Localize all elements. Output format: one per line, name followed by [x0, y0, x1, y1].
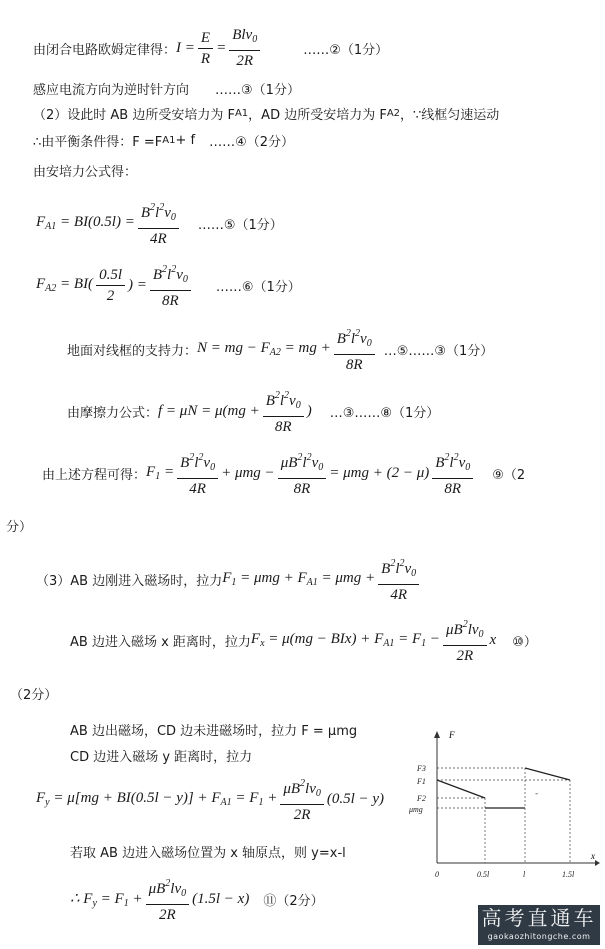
segment-3	[525, 768, 570, 780]
eq-ohm: I =	[176, 39, 195, 56]
x-tick-0: 0	[435, 870, 439, 879]
ampere-text: 由安培力公式得：	[33, 164, 138, 180]
y-tick-f3: F3	[417, 764, 426, 773]
part2-text-c: ，∵线框匀速运动	[400, 107, 500, 123]
frac-final: $\frac{\mu B^2lv_0}{2R}$	[146, 875, 190, 924]
sub-a1: A1	[234, 107, 249, 119]
x-tick-15l: 1.5l	[562, 870, 575, 879]
tag-9: ⑨（2	[492, 467, 526, 483]
force-displacement-graph	[405, 728, 600, 898]
y-axis-arrow	[434, 731, 440, 738]
frac-friction: $\frac{B^2l^2v_0}{8R}$	[263, 387, 304, 436]
tag-4: ……④（2分）	[209, 134, 295, 150]
y-tick-umg: μmg	[409, 805, 423, 814]
line-ohm-law: 由闭合电路欧姆定律得： I = $\frac{E}{R}$ = $\frac{Blv_0}{2R}$ ……②（1分）	[33, 27, 389, 69]
tag-8: …③……⑧（1分）	[329, 405, 440, 421]
line-ab-x-cont	[10, 683, 57, 703]
eq-final: ∴ $F_y = F_1$ +	[70, 891, 143, 909]
segment-1	[437, 780, 485, 798]
balance-text: ∴由平衡条件得：F =F	[33, 134, 163, 150]
line-ab-exit	[70, 718, 357, 740]
line-fy: $F_y = \mu[mg + BI(0.5l - y)] + F_{A1} = F_1$ + $\frac{\mu B^2lv_0}{2R}$ (0.5l − y)	[36, 776, 384, 822]
line-fa2: $F_{A2} = BI$( $\frac{0.5l}{2}$ ) = $\frac{B^2l^2v_0}{8R}$ ……⑥（1分）	[36, 262, 301, 308]
y-tick-f1: F1	[417, 777, 426, 786]
combined-text: 由上述方程可得：	[42, 467, 147, 483]
watermark-url: gaokaozhitongche.com	[487, 932, 591, 941]
eq-support: N = mg − $F_{A2}$ = mg +	[197, 340, 331, 358]
line-final: ∴ $F_y = F_1$ + $\frac{\mu B^2lv_0}{2R}$ (1.5l − x) ⑪（2分）	[70, 876, 324, 922]
frac-fy: $\frac{\mu B^2lv_0}{2R}$	[280, 775, 324, 824]
eq-ab-x: $F_x = \mu(mg - BIx) + F_{A1} = F_1$ −	[250, 631, 441, 649]
line-cd-y	[70, 744, 252, 766]
line-ab-x: AB 边进入磁场 x 距离时，拉力 $F_x = \mu(mg - BIx) + F_{A1} = F_1$ − $\frac{\mu B^2lv_0}{2R}$ x ⑩）	[70, 617, 537, 663]
tag-3: ……③（1分）	[215, 82, 300, 98]
frac-fa2: $\frac{B^2l^2v_0}{8R}$	[150, 261, 191, 310]
line-part2-setup	[33, 103, 499, 123]
line-combined-cont	[6, 515, 32, 535]
balance-end: + f	[175, 132, 196, 148]
tag-8a: …⑤……③（1分）	[383, 343, 494, 359]
sub-a2: A2	[386, 107, 401, 119]
frac-c2: $\frac{\mu B^2l^2v_0}{8R}$	[278, 449, 327, 498]
sub-a1-b: A1	[162, 134, 176, 146]
eq-combined: $F_1$ =	[146, 464, 175, 482]
tag-11: ⑪（2分）	[263, 893, 324, 909]
ohm-law-text: 由闭合电路欧姆定律得：	[33, 42, 177, 58]
eq-fy: $F_y = \mu[mg + BI(0.5l - y)] + F_{A1} = F_1$ +	[36, 790, 278, 808]
ab-exit-text: AB 边出磁场，CD 边未进磁场时，拉力 F = μmg	[70, 723, 358, 739]
line-support-force	[67, 326, 493, 372]
frac-05l-2: $\frac{0.5l}{2}$	[96, 266, 125, 305]
frac-c3: $\frac{B^2l^2v_0}{8R}$	[432, 449, 473, 498]
line-friction: 由摩擦力公式： f = μN = μ(mg + $\frac{B^2l^2v_0}{8R}$ ) …③……⑧（1分）	[67, 388, 439, 434]
eq-part3: $F_1 = \mu mg + F_{A1} = \mu mg$ +	[222, 570, 376, 588]
line-fa1	[36, 200, 283, 246]
line-origin	[70, 840, 346, 862]
eq-fa2: $F_{A2} = BI$(	[36, 276, 94, 294]
y-axis-label: F	[449, 730, 455, 740]
frac-fa1: $\frac{B^2l^2v_0}{4R}$	[138, 199, 179, 248]
tag-5: ……⑤（1分）	[197, 217, 283, 233]
support-text: 地面对线框的支持力：	[67, 343, 198, 359]
frac-c1: $\frac{B^2l^2v_0}{4R}$	[177, 449, 218, 498]
eq-friction: f = μN = μ(mg +	[158, 402, 260, 419]
combined-cont-text: 分）	[6, 519, 33, 535]
tag-2: ……②（1分）	[303, 42, 389, 58]
friction-text: 由摩擦力公式：	[67, 405, 159, 421]
frac-support: $\frac{B^2l^2v_0}{8R}$	[334, 325, 375, 374]
line-balance	[33, 130, 294, 150]
x-tick-05l: 0.5l	[477, 870, 490, 879]
watermark-title: 高考直通车	[481, 906, 597, 930]
y-tick-f2: F2	[417, 794, 426, 803]
tag-10: ⑩）	[512, 634, 537, 650]
line-combined: 由上述方程可得： $F_1$ = $\frac{B^2l^2v_0}{4R}$ + μmg − $\frac{\mu B^2l^2v_0}{8R}$ = μmg + (2 − μ) $\frac{B^2l^2v_0}{8R}$ ⑨（2	[42, 450, 525, 496]
frac-ab-x: $\frac{\mu B^2lv_0}{2R}$	[443, 616, 487, 665]
x-tick-l: l	[523, 870, 526, 879]
part2-text-a: （2）设此时 AB 边所受安培力为 F	[33, 107, 235, 123]
line-ampere	[33, 160, 137, 180]
frac-blv-2r: $\frac{Blv_0}{2R}$	[229, 26, 260, 70]
frac-e-r: $\frac{E}{R}$	[198, 29, 213, 68]
tag-6: ……⑥（1分）	[215, 279, 301, 295]
minus-mark: -	[535, 789, 539, 799]
part3-text: （3）AB 边刚进入磁场时，拉力	[36, 573, 223, 589]
guide-lines	[437, 768, 570, 863]
line-part3-enter	[36, 556, 422, 602]
current-direction-text: 感应电流方向为逆时针方向	[33, 82, 190, 98]
line-current-direction	[33, 78, 300, 98]
part2-text-b: ，AD 边所受安培力为 F	[248, 107, 387, 123]
x-tick-labels	[435, 870, 575, 879]
force-curve	[437, 768, 570, 808]
ab-x-text: AB 边进入磁场 x 距离时，拉力	[70, 634, 251, 650]
cd-y-text: CD 边进入磁场 y 距离时，拉力	[70, 749, 253, 765]
frac-part3: $\frac{B^2l^2v_0}{4R}$	[378, 555, 419, 604]
y-tick-labels	[408, 764, 426, 814]
ab-x-cont-text: （2分）	[10, 687, 58, 703]
watermark-badge	[478, 905, 600, 945]
eq-fa1: $F_{A1} = BI(0.5l)$ =	[36, 214, 135, 232]
origin-text: 若取 AB 边进入磁场位置为 x 轴原点，则 y=x-l	[70, 845, 346, 861]
x-axis-label: x	[591, 851, 595, 861]
x-axis-arrow	[595, 860, 600, 866]
